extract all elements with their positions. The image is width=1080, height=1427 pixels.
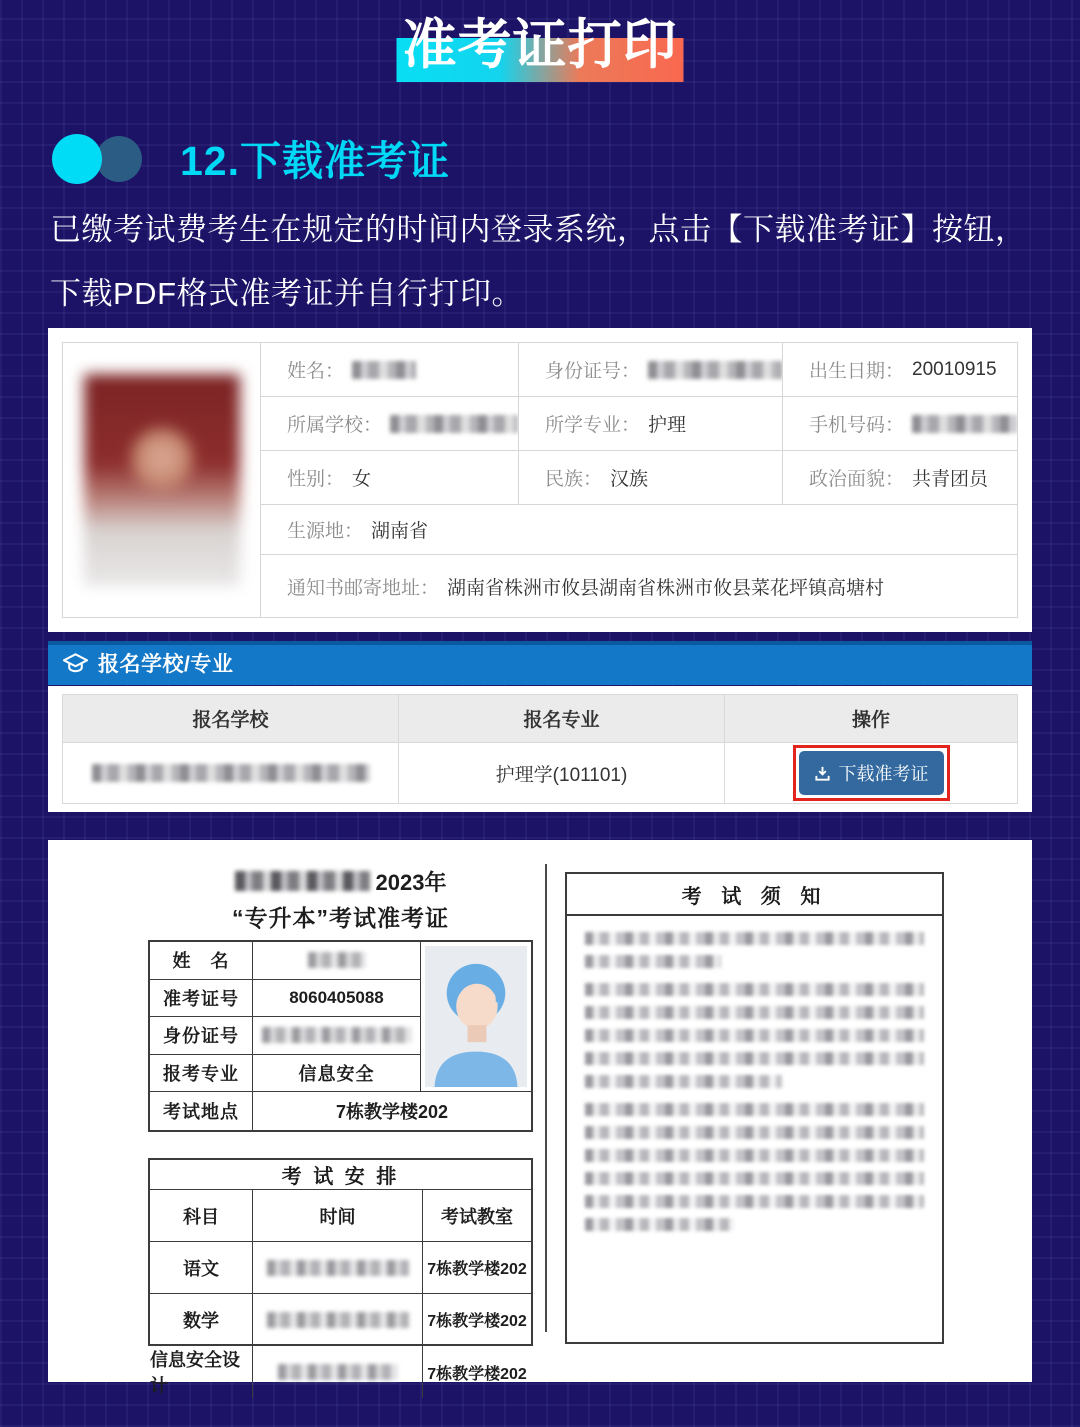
- schedule-row-subject: 信息安全设计: [150, 1346, 253, 1398]
- ticket-major-value: 信息安全: [253, 1055, 421, 1093]
- apply-header-major: 报名专业: [399, 695, 725, 743]
- field-school: [261, 397, 519, 451]
- graduation-cap-icon: [62, 651, 89, 675]
- admission-ticket-panel: [48, 840, 1032, 1396]
- ticket-site-label: 考试地点: [150, 1092, 253, 1130]
- field-ethnic-label: 民族：: [545, 469, 603, 490]
- section-header: [52, 128, 450, 187]
- intro-line-2: 下载PDF格式准考证并自行打印。: [50, 276, 523, 311]
- applicant-info-panel: [48, 328, 1032, 632]
- field-politics: [783, 451, 1017, 505]
- ticket-title-line1: [148, 866, 533, 896]
- field-gender-value: 女: [352, 469, 372, 490]
- field-phone-value-redacted: [912, 415, 1017, 433]
- field-phone: [783, 397, 1017, 451]
- schedule-row-room: 7栋教学楼202: [423, 1242, 531, 1294]
- schedule-header-room: 考试教室: [423, 1190, 531, 1242]
- ticket-name-cell: [253, 942, 421, 980]
- field-id-value-redacted: [648, 361, 782, 379]
- ticket-title-line2: “专升本”考试准考证: [232, 905, 449, 931]
- field-address: [261, 555, 1017, 617]
- schedule-grid: [150, 1190, 531, 1398]
- field-ethnic-value: 汉族: [610, 469, 649, 490]
- ticket-no-label: 准考证号: [150, 980, 253, 1018]
- schedule-row-time-cell: [253, 1242, 423, 1294]
- exam-notice-title: 考 试 须 知: [567, 874, 942, 916]
- ticket-major-label: 报考专业: [150, 1055, 253, 1093]
- section-bullet-dots-icon: [52, 132, 148, 184]
- field-name-value-redacted: [352, 361, 416, 379]
- field-politics-value: 共青团员: [912, 469, 989, 490]
- schedule-title: 考 试 安 排: [150, 1160, 531, 1190]
- field-origin-label: 生源地：: [287, 521, 364, 542]
- notice-paragraph-redacted: [585, 1103, 924, 1231]
- field-address-value: 湖南省株洲市攸县湖南省株洲市攸县菜花坪镇高塘村: [447, 577, 885, 599]
- notice-paragraph-redacted: [585, 932, 924, 968]
- ticket-site-value: 7栋教学楼202: [335, 1102, 449, 1123]
- ticket-name-label: 姓 名: [150, 942, 253, 980]
- dot-dark-icon: [96, 136, 142, 182]
- field-id-number: [519, 343, 783, 397]
- ticket-id-redacted: [262, 1027, 412, 1043]
- dot-cyan-icon: [52, 134, 102, 184]
- exam-notice-body: [567, 916, 942, 1231]
- field-origin-value: 湖南省: [371, 521, 429, 542]
- applicant-photo: [84, 374, 240, 586]
- field-birth-date: [783, 343, 1017, 397]
- schedule-row-room: 7栋教学楼202: [423, 1294, 531, 1346]
- ticket-no-value: 8060405088: [253, 980, 421, 1018]
- apply-row-major-cell: 护理学(101101): [399, 743, 725, 803]
- field-address-label: 通知书邮寄地址：: [287, 577, 440, 599]
- hero-badge: [403, 14, 678, 76]
- apply-row-action-cell: [725, 743, 1017, 803]
- schedule-time-redacted: [278, 1364, 398, 1380]
- ticket-info-table: [148, 940, 533, 1132]
- field-school-value-redacted: [390, 415, 518, 433]
- schedule-row-time-cell: [253, 1346, 423, 1398]
- page-title: 准考证打印: [402, 15, 678, 75]
- avatar-placeholder: [425, 946, 527, 1087]
- field-gender-label: 性别：: [287, 469, 345, 490]
- field-phone-label: 手机号码：: [809, 415, 905, 436]
- field-politics-label: 政治面貌：: [809, 469, 905, 490]
- apply-table-panel: [48, 686, 1032, 812]
- field-name-label: 姓名：: [287, 361, 345, 382]
- apply-header-school: 报名学校: [63, 695, 399, 743]
- applicant-info-table: [62, 342, 1018, 618]
- apply-bar-title: 报名学校/专业: [98, 653, 234, 676]
- field-major: [519, 397, 783, 451]
- field-major-value: 护理: [648, 415, 687, 436]
- apply-school-redacted: [92, 764, 370, 782]
- download-ticket-button-label: 下载准考证: [838, 764, 929, 784]
- field-major-label: 所学专业：: [545, 415, 641, 436]
- field-origin: [261, 505, 1017, 555]
- ticket-column-divider: [545, 864, 547, 1332]
- ticket-title: [148, 866, 533, 933]
- ticket-school-name-redacted: [235, 871, 370, 891]
- apply-row-school-cell: [63, 743, 399, 803]
- schedule-time-redacted: [267, 1312, 409, 1328]
- apply-header-action: 操作: [725, 695, 1017, 743]
- ticket-title-year: 2023年: [375, 869, 447, 895]
- download-icon: [814, 765, 831, 782]
- intro-line-1: 已缴考试费考生在规定的时间内登录系统，点击【下载准考证】按钮，: [50, 212, 1027, 247]
- schedule-row-subject: 语文: [150, 1242, 253, 1294]
- ticket-id-label: 身份证号: [150, 1017, 253, 1055]
- intro-paragraph: [50, 198, 1040, 326]
- schedule-header-subject: 科目: [150, 1190, 253, 1242]
- schedule-header-time: 时间: [253, 1190, 423, 1242]
- section-title: 12.下载准考证: [180, 138, 450, 184]
- field-school-label: 所属学校：: [287, 415, 383, 436]
- field-name: [261, 343, 519, 397]
- photo-cell: [63, 343, 261, 617]
- ticket-id-cell: [253, 1017, 421, 1055]
- ticket-name-redacted: [308, 952, 366, 968]
- ticket-photo-cell: [421, 942, 531, 1092]
- schedule-row-time-cell: [253, 1294, 423, 1346]
- field-birth-value: 20010915: [912, 358, 997, 380]
- apply-table: [62, 694, 1018, 804]
- schedule-row-subject: 数学: [150, 1294, 253, 1346]
- red-highlight-box: [793, 745, 950, 801]
- notice-paragraph-redacted: [585, 983, 924, 1088]
- exam-notice-box: [565, 872, 944, 1344]
- apply-school-major-bar: [48, 641, 1032, 685]
- exam-schedule-table: [148, 1158, 533, 1396]
- field-id-label: 身份证号：: [545, 361, 641, 382]
- download-ticket-button[interactable]: [799, 751, 944, 795]
- field-gender: [261, 451, 519, 505]
- schedule-row-room: 7栋教学楼202: [427, 1365, 527, 1383]
- field-ethnic: [519, 451, 783, 505]
- field-birth-label: 出生日期：: [809, 361, 905, 382]
- schedule-time-redacted: [267, 1260, 409, 1276]
